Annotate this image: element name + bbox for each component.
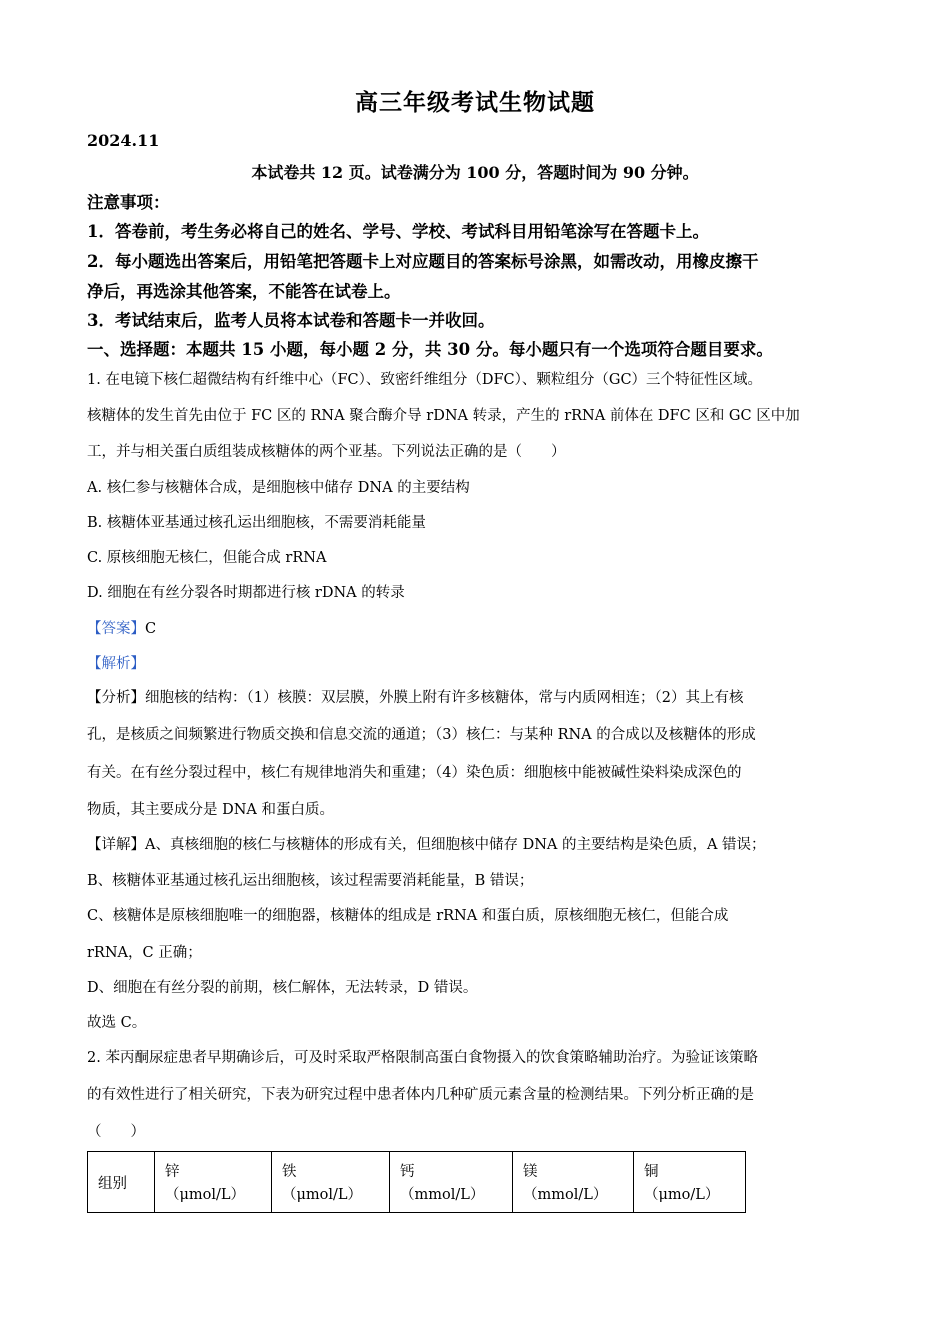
col-name: 钙 [400,1164,415,1180]
q1-stem-line-2: 核糖体的发生首先由位于 FC 区的 RNA 聚合酶介导 rDNA 转录，产生的 rRNA 前体在 DFC 区和 GC 区中加 [87,408,800,424]
answer-value: C [145,621,157,637]
xiangjie-line-5: D、细胞在有丝分裂的前期，核仁解体，无法转录，D 错误。 [87,980,478,996]
xiangjie-line-4: rRNA，C 正确； [87,945,202,961]
col-unit: （mmol/L） [523,1187,608,1203]
xiangjie-line-3: C、核糖体是原核细胞唯一的细胞器，核糖体的组成是 rRNA 和蛋白质，原核细胞无核仁，但能合成 [87,908,729,924]
q2-stem-line-2: 的有效性进行了相关研究，下表为研究过程中患者体内几种矿质元素含量的检测结果。下列分析正确的是 [87,1087,754,1103]
notice-heading: 注意事项： [87,193,170,212]
fenxi-line-2: 孔，是核质之间频繁进行物质交换和信息交流的通道；（3）核仁：与某种 RNA 的合成以及核糖体的形成 [87,727,756,743]
col-name: 铜 [644,1164,659,1180]
notice-item-3: 3．考试结束后，监考人员将本试卷和答题卡一并收回。 [87,311,495,330]
q1-conclusion: 故选 C。 [87,1015,147,1031]
col-unit: （μmo/L） [644,1187,720,1203]
page-title: 高三年级考试生物试题 [355,89,595,116]
analysis-tag: 【解析】 [87,656,145,672]
q2-stem-line-3: （ ） [87,1124,145,1140]
col-unit: （μmol/L） [165,1187,246,1203]
q1-stem-line-3: 工，并与相关蛋白质组装成核糖体的两个亚基。下列说法正确的是（ ） [87,444,566,460]
table-header-calcium [390,1152,513,1213]
fenxi-tag: 【分析】 [87,690,145,706]
q1-option-a: A. 核仁参与核糖体合成，是细胞核中储存 DNA 的主要结构 [87,480,470,496]
table-header-group: 组别 [88,1152,155,1213]
xiangjie-line-1 [87,833,766,854]
xiangjie-line-2: B、核糖体亚基通过核孔运出细胞核，该过程需要消耗能量，B 错误； [87,873,534,889]
table-header-zinc [155,1152,272,1213]
notice-item-1: 1．答卷前，考生务必将自己的姓名、学号、学校、考试科目用铅笔涂写在答题卡上。 [87,222,709,241]
exam-info: 本试卷共 12 页。试卷满分为 100 分，答题时间为 90 分钟。 [251,163,699,182]
xiangjie-tag: 【详解】 [87,837,145,853]
fenxi-line-3: 有关。在有丝分裂过程中，核仁有规律地消失和重建；（4）染色质：细胞核中能被碱性染料染成深色的 [87,765,742,781]
table-header-magnesium [513,1152,634,1213]
exam-date: 2024.11 [87,131,160,150]
q1-stem-line-1: 1. 在电镜下核仁超微结构有纤维中心（FC）、致密纤维组分（DFC）、颗粒组分（GC）三个特征性区域。 [87,372,763,388]
q2-stem-line-1: 2. 苯丙酮尿症患者早期确诊后，可及时采取严格限制高蛋白食物摄入的饮食策略辅助治疗。为验证该策略 [87,1050,758,1066]
fenxi-line-1 [87,686,743,707]
q1-answer [87,617,156,638]
q1-option-b: B. 核糖体亚基通过核孔运出细胞核，不需要消耗能量 [87,515,426,531]
col-unit: （mmol/L） [400,1187,485,1203]
table-header-iron [272,1152,390,1213]
table-header-copper [634,1152,746,1213]
notice-item-2b: 净后，再选涂其他答案，不能答在试卷上。 [87,282,401,301]
mineral-table [87,1151,746,1213]
section-heading: 一、选择题：本题共 15 小题，每小题 2 分，共 30 分。每小题只有一个选项符合题目要求。 [87,340,773,359]
answer-tag: 【答案】 [87,621,145,637]
fenxi-line-4: 物质，其主要成分是 DNA 和蛋白质。 [87,802,335,818]
q1-option-c: C. 原核细胞无核仁，但能合成 rRNA [87,550,327,566]
col-name: 铁 [282,1164,297,1180]
col-name: 镁 [523,1164,538,1180]
col-unit: （μmol/L） [282,1187,363,1203]
table-header-row [88,1152,746,1213]
xiangjie-text-1: A、真核细胞的核仁与核糖体的形成有关，但细胞核中储存 DNA 的主要结构是染色质，A 错误； [145,837,766,853]
notice-item-2a: 2．每小题选出答案后，用铅笔把答题卡上对应题目的答案标号涂黑，如需改动，用橡皮擦干 [87,252,759,271]
col-name: 锌 [165,1164,180,1180]
q1-option-d: D. 细胞在有丝分裂各时期都进行核 rDNA 的转录 [87,585,405,601]
fenxi-text-1: 细胞核的结构：（1）核膜：双层膜，外膜上附有许多核糖体，常与内质网相连；（2）其上有核 [145,690,744,706]
